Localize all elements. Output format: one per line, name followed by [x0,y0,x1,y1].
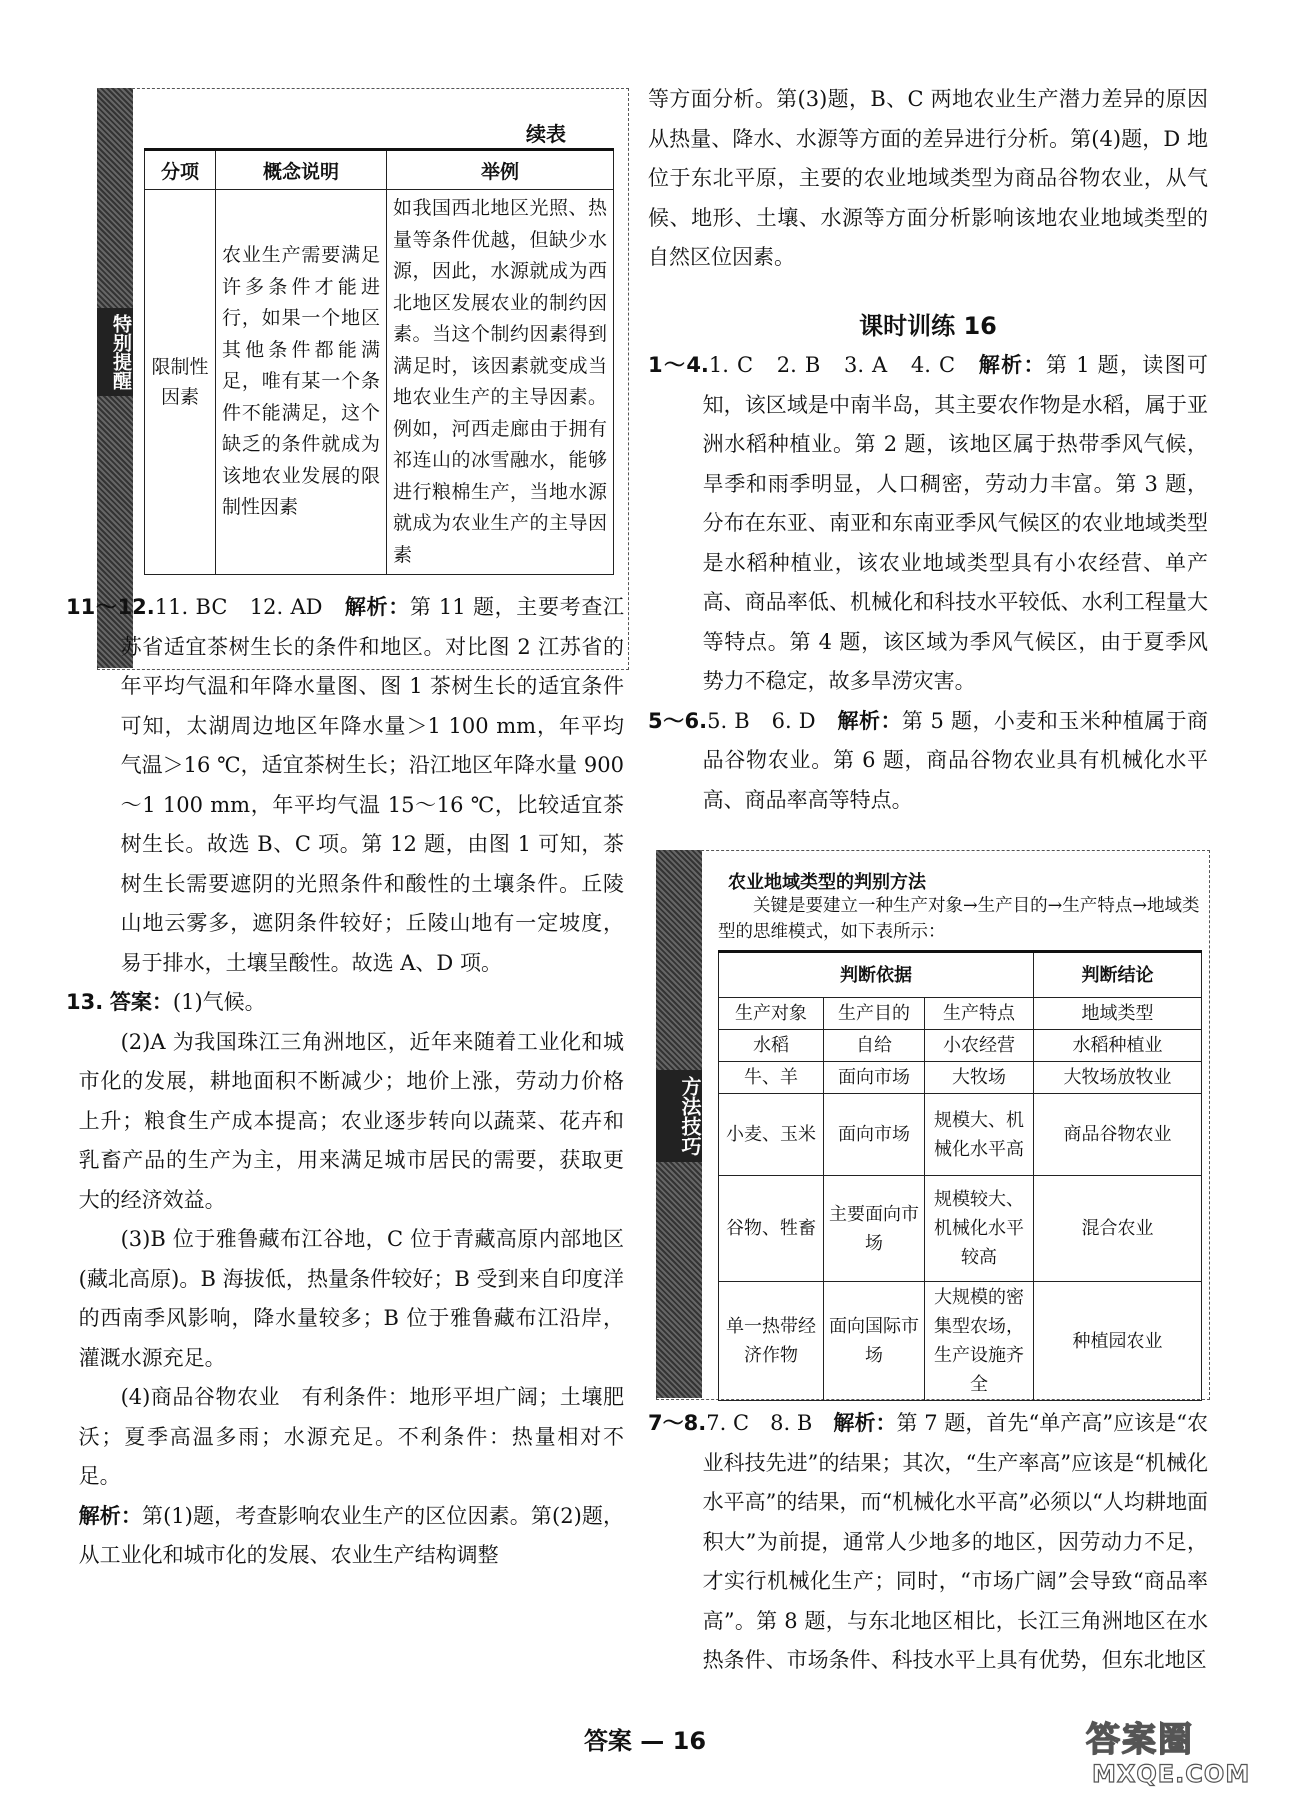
q11-12-label: 解析： [344,595,410,619]
q5-6-label: 解析： [837,708,902,733]
tip-header-example: 举例 [387,150,614,190]
tip-table-row [145,190,614,575]
cell: 大规模的密集型农场，生产设施齐全 [925,1282,1034,1401]
q7-8-label: 解析： [833,1411,897,1435]
cell: 大牧场放牧业 [1034,1062,1202,1094]
tip-item: 限制性因素 [145,190,216,575]
method-box-tab [656,850,702,1398]
cell: 牛、羊 [719,1062,824,1094]
method-box-tab-label: 方法技巧 [656,1070,702,1162]
subheader-object: 生产对象 [719,998,824,1030]
subheader-purpose: 生产目的 [824,998,925,1030]
q1-4-text: 第 1 题，读图可知，该区域是中南半岛，其主要农作物是水稻，属于亚洲水稻种植业。第 2 题，该地区属于热带季风气候，旱季和雨季明显，人口稠密，劳动力丰富。第 3 题，分布在东亚、南亚和东南亚季风气候区的农业地域类型是水稻种植业，该农业地域类型具有小农经营、单产高、商品率低、机械化和科技水平较低、水利工程量大等特点。第 4 题，该区域为季风气候区，由于夏季风势力不稳定，故多旱涝灾害。 [702,353,1208,693]
q11-12-text: 第 11 题，主要考查江苏省适宜茶树生长的条件和地区。对比图 2 江苏省的年平均气温和年降水量图、图 1 茶树生长的适宜条件可知，太湖周边地区年降水量＞1 100 mm，年平均气温＞16 ℃，适宜茶树生长；沿江地区年降水量 900～1 100 mm，年平均气温 15～16 ℃，比较适宜茶树生长。故选 B、C 项。第 12 题，由图 1 可知，茶树生长需要遮阴的光照条件和酸性的土壤条件。丘陵山地云雾多，遮阴条件较好；丘陵山地有一定坡度，易于排水，土壤呈酸性。故选 A、D 项。 [120,595,624,975]
continued-table-label: 续表 [526,122,566,146]
q7-8-answer: 7. C 8. B [706,1411,834,1435]
cell: 规模大、机械化水平高 [925,1094,1034,1176]
q5-6-answer: 5. B 6. D [707,708,838,733]
method-table [718,950,1202,1401]
cell: 谷物、牲畜 [719,1176,824,1282]
cell: 大牧场 [925,1062,1034,1094]
q7-8-text: 第 7 题，首先“单产高”应该是“农业科技先进”的结果；其次，“生产率高”应该是“机械化水平高”的结果，而“机械化水平高”必须以“人均耕地面积大”为前提，通常人少地多的地区，因劳动力不足，才实行机械化生产；同时，“市场广阔”会导致“商品率高”。第 8 题，与东北地区相比，长江三角洲地区在水热条件、市场条件、科技水平上具有优势，但东北地区 [702,1411,1209,1672]
q13-a3: (3)B 位于雅鲁藏布江谷地，C 位于青藏高原内部地区(藏北高原)。B 海拔低，热量条件较好；B 受到来自印度洋的西南季风影响，降水量较多；B 位于雅鲁藏布江沿岸，灌溉水源充足。 [78,1227,624,1370]
cell: 主要面向市场 [824,1176,925,1282]
cell: 小麦、玉米 [719,1094,824,1176]
tip-example: 如我国西北地区光照、热量等条件优越，但缺少水源，因此，水源就成为西北地区发展农业的制约因素。当这个制约因素得到满足时，该因素就变成当地农业生产的主导因素。例如，河西走廊由于拥有祁连山的冰雪融水，能够进行粮棉生产，当地水源就成为农业生产的主导因素 [387,190,614,575]
q1-4 [648,346,1208,702]
tip-header-concept: 概念说明 [216,150,387,190]
cell: 水稻 [719,1030,824,1062]
continued-analysis: 等方面分析。第(3)题，B、C 两地农业生产潜力差异的原因从热量、降水、水源等方面的差异进行分析。第(4)题，D 地位于东北平原，主要的农业地域类型为商品谷物农业，从气候、地形、土壤、水源等方面分析影响该地农业地域类型的自然区位因素。 [648,87,1208,269]
watermark-top: 答案圈 [1086,1720,1194,1760]
cell: 商品谷物农业 [1034,1094,1202,1176]
cell: 面向国际市场 [824,1282,925,1401]
cell: 混合农业 [1034,1176,1202,1282]
cell: 面向市场 [824,1062,925,1094]
method-title: 农业地域类型的判别方法 [728,872,926,893]
watermark-bottom: MXQE.COM [1092,1760,1251,1788]
cell: 种植园农业 [1034,1282,1202,1401]
method-header-basis: 判断依据 [719,952,1034,998]
tip-box-tab [97,88,133,668]
page-footer: 答案 — 16 [583,1727,707,1755]
q7-8-num: 7～8. [648,1411,707,1435]
section-title: 课时训练 16 [859,312,997,340]
cell: 单一热带经济作物 [719,1282,824,1401]
q5-6-num: 5～6. [648,708,708,733]
q1-4-num: 1～4. [648,353,709,377]
table-row [719,1282,1202,1401]
tip-header-item: 分项 [145,150,216,190]
table-row [719,1176,1202,1282]
q11-12 [66,588,624,983]
q13-a2: (2)A 为我国珠江三角洲地区，近年来随着工业化和城市化的发展，耕地面积不断减少；地价上涨，劳动力价格上升；粮食生产成本提高；农业逐步转向以蔬菜、花卉和乳畜产品的生产为主，用来满足城市居民的需要，获取更大的经济效益。 [78,1029,624,1212]
q13-label: 答案： [109,990,173,1014]
table-row [719,1062,1202,1094]
cell: 小农经营 [925,1030,1034,1062]
cell: 自给 [824,1030,925,1062]
q13-analysis-text: 第(1)题，考查影响农业生产的区位因素。第(2)题，从工业化和城市化的发展、农业生产结构调整 [78,1503,625,1567]
method-subheader [719,998,1202,1030]
tip-box-tab-label: 特别提醒 [97,308,133,396]
right-column-bottom [648,1404,1208,1681]
cell: 面向市场 [824,1094,925,1176]
q5-6-text: 第 5 题，小麦和玉米种植属于商品谷物农业。第 6 题，商品谷物农业具有机械化水平高、商品率高等特点。 [702,708,1209,812]
subheader-type: 地域类型 [1034,998,1202,1030]
q1-4-label: 解析： [978,353,1046,377]
q13-a4: (4)商品谷物农业 有利条件：地形平坦广阔；土壤肥沃；夏季高温多雨；水源充足。不利条件：热量相对不足。 [78,1385,624,1488]
watermark-logo [1086,1712,1282,1792]
cell: 规模较大、机械化水平较高 [925,1176,1034,1282]
method-desc: 关键是要建立一种生产对象→生产目的→生产特点→地域类型的思维模式，如下表所示： [718,896,1200,942]
q13-a1: (1)气候。 [172,990,266,1014]
q13-analysis [66,1497,624,1576]
left-column [66,588,624,1576]
table-row [719,1094,1202,1176]
right-column-middle [648,346,1208,820]
right-column-top [648,80,1208,278]
q13-num: 13. [66,990,104,1014]
table-row [719,1030,1202,1062]
cell: 水稻种植业 [1034,1030,1202,1062]
tip-table-header [145,150,614,190]
q13-analysis-label: 解析： [78,1503,142,1528]
method-header [719,952,1202,998]
q1-4-answer: 1. C 2. B 3. A 4. C [708,353,979,377]
tip-concept: 农业生产需要满足许多条件才能进行，如果一个地区其他条件都能满足，唯有某一个条件不能满足，这个缺乏的条件就成为该地农业发展的限制性因素 [216,190,387,575]
method-header-conclusion: 判断结论 [1034,952,1202,998]
tip-table [144,148,614,575]
subheader-feature: 生产特点 [925,998,1034,1030]
q7-8 [648,1404,1208,1681]
q5-6 [648,702,1208,821]
q11-12-num: 11～12. [66,595,155,619]
q13 [66,983,624,1023]
q11-12-answer: 11. BC 12. AD [154,595,345,619]
